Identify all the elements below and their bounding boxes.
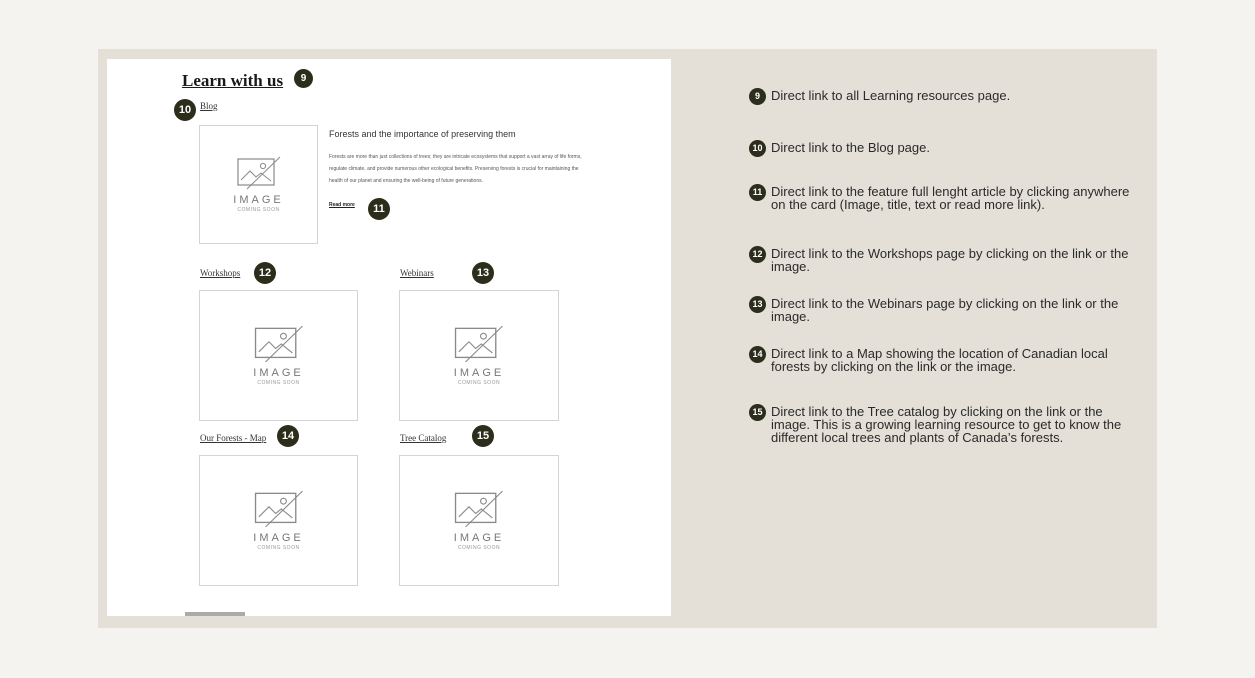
blog-link[interactable]: Blog [200,101,218,111]
image-subtext: COMING SOON [457,380,501,386]
image-subtext: COMING SOON [257,380,300,386]
image-subtext: COMING SOON [457,545,501,551]
note-text: Direct link to the Webinars page by clicking on the link or the image. [771,296,1119,324]
note-text: Direct link to the Workshops page by clicking on the link or the image. [771,246,1129,274]
image-placeholder-icon [237,156,281,190]
marker-11: 11 [368,198,390,220]
marker-12: 12 [254,262,276,284]
article-body: Forests are more than just collections of trees; they are intricate ecosystems that support a vast array of life forms, regulate climate, and provide numerous other ecological benefits. Preserving forests is crucial for maintaining the health of our planet and ensuring the well-being of future generations. [329,154,582,184]
image-word: IMAGE [233,194,284,206]
image-word: IMAGE [253,532,304,544]
annotation-panel [98,49,1157,628]
tree-catalog-link[interactable]: Tree Catalog [400,433,447,443]
workshops-image[interactable] [199,290,358,421]
our-forests-map-image[interactable] [199,455,358,586]
tree-catalog-image[interactable] [399,455,559,586]
marker-13: 13 [472,262,494,284]
image-word: IMAGE [453,367,505,379]
page-mockup [107,59,671,616]
marker-10: 10 [174,99,196,121]
note-text: Direct link to the Tree catalog by clicking on the link or the image. This is a growing learning resource to get to know the different local trees and plants of Canada’s forests. [771,404,1122,445]
image-placeholder-icon [454,490,504,528]
image-placeholder-icon [254,490,304,528]
learn-heading[interactable]: Learn with us [182,71,284,90]
article-image[interactable] [199,125,318,244]
note-marker: 15 [749,404,766,421]
our-forests-map-link[interactable]: Our Forests - Map [200,433,267,443]
marker-9: 9 [294,69,313,88]
note-marker: 14 [749,346,766,363]
webinars-link[interactable]: Webinars [400,268,434,278]
note-text: Direct link to the Blog page. [771,140,930,155]
image-placeholder-icon [254,325,304,363]
marker-15: 15 [472,425,494,447]
next-section-fragment [185,612,245,616]
image-subtext: COMING SOON [237,207,280,213]
note-marker: 12 [749,246,766,263]
webinars-image[interactable] [399,290,559,421]
marker-14: 14 [277,425,299,447]
note-marker: 10 [749,140,766,157]
note-text: Direct link to all Learning resources page. [771,88,1011,103]
note-text: Direct link to the feature full lenght article by clicking anywhere on the card (Image, title, text or read more link). [771,184,1130,212]
image-subtext: COMING SOON [257,545,300,551]
note-text: Direct link to a Map showing the location of Canadian local forests by clicking on the link or the image. [771,346,1108,374]
read-more-link[interactable]: Read more [329,202,355,208]
note-marker: 9 [749,88,766,105]
article-title[interactable]: Forests and the importance of preserving them [329,129,516,139]
image-word: IMAGE [453,532,505,544]
image-placeholder-icon [454,325,504,363]
note-marker: 13 [749,296,766,313]
note-marker: 11 [749,184,766,201]
image-word: IMAGE [253,367,304,379]
workshops-link[interactable]: Workshops [200,268,241,278]
